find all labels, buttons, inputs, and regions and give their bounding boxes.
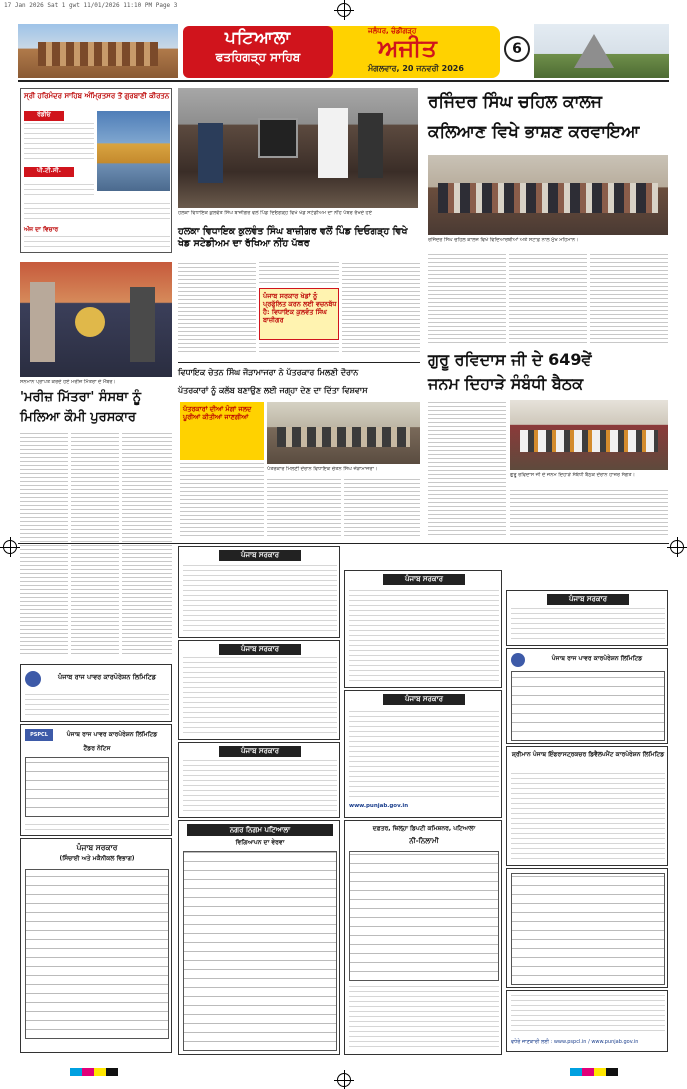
infra-ad-table (506, 868, 668, 988)
award-col-2 (71, 432, 119, 657)
pspcl-ad-3-title: ਪੰਜਾਬ ਰਾਜ ਪਾਵਰ ਕਾਰਪੋਰੇਸ਼ਨ ਲਿਮਿਟਿਡ (551, 655, 643, 662)
meeting-people (520, 430, 658, 452)
masthead-photo-left (18, 24, 178, 78)
stadium-foundation-photo (178, 88, 418, 208)
color-bar-black (606, 1068, 618, 1076)
govt-ad-5-text (349, 707, 499, 801)
college-group-photo (428, 155, 668, 235)
masthead-brand-panel (318, 26, 500, 78)
divider (18, 543, 669, 544)
ravidas-meeting-photo (510, 400, 668, 470)
registration-mark (3, 540, 17, 554)
award-photo (20, 262, 172, 377)
govt-ad-4-text (349, 587, 499, 685)
ravidas-col-1 (428, 400, 506, 538)
stadium-headline: ਹਲਕਾ ਵਿਧਾਇਕ ਕੁਲਵੰਤ ਸਿੰਘ ਬਾਜ਼ੀਗਰ ਵਲੋਂ ਪਿੰਡ ਦਿਓਗੜ੍ਹ ਵਿਖੇ ਖੇਡ ਸਟੇਡੀਅਮ ਦਾ ਰੱਖਿਆ ਨੀਂਹ ਪੱਥਰ (178, 226, 408, 249)
dc-ad-title: ਦਫ਼ਤਰ, ਜ਼ਿਲ੍ਹਾ ਡਿਪਟੀ ਕਮਿਸ਼ਨਰ, ਪਟਿਆਲਾ (372, 825, 476, 832)
person-figure (30, 282, 55, 362)
golden-temple-photo (97, 111, 170, 191)
radio-text (24, 123, 94, 163)
thought-label: ਅੱਜ ਦਾ ਵਿਚਾਰ (24, 226, 59, 233)
govt-ad-6-text (511, 607, 665, 643)
govt-ad-5 (344, 690, 502, 818)
color-bar-yellow (594, 1068, 606, 1076)
infra-table (511, 873, 665, 985)
masthead-city: ਪਟਿਆਲਾ (224, 28, 292, 48)
ravidas-col-2 (510, 488, 668, 538)
registration-mark (337, 3, 351, 17)
pspcl-logo-icon (511, 653, 525, 667)
govt-ad-1-title: ਪੰਜਾਬ ਸਰਕਾਰ (219, 550, 301, 561)
thought-text (24, 235, 170, 251)
pspcl-ad-3 (506, 648, 668, 744)
dc-ad-table (349, 851, 499, 981)
college-col-1 (428, 254, 506, 346)
color-bar-yellow (94, 1068, 106, 1076)
dc-ad-nilami: ਨੀ-ਨਿਲਾਮੀ (409, 837, 439, 845)
pspcl-ad-text (25, 691, 169, 719)
award-col-1 (20, 432, 68, 657)
govt-ad-6 (506, 590, 668, 646)
pspcl-ad-2-title: ਪੰਜਾਬ ਰਾਜ ਪਾਵਰ ਕਾਰਪੋਰੇਸ਼ਨ ਲਿਮਿਟਿਡ (66, 731, 158, 738)
stadium-col-2b (259, 342, 339, 355)
page-slug: 17 Jan 2026 Sat 1 gwt 11/01/2026 11:10 PM Page 3 (4, 2, 178, 9)
tender-footer (25, 820, 169, 834)
irrigation-ad-dept: (ਸਿੰਚਾਈ ਅਤੇ ਮਕੈਨੀਕਲ ਵਿਭਾਗ) (59, 855, 135, 862)
stadium-pullquote: ਪੰਜਾਬ ਸਰਕਾਰ ਖੇਡਾਂ ਨੂੰ ਪ੍ਰਫੁੱਲਿਤ ਕਰਨ ਲਈ ਵਚਨਬੱਧ ਹੈ: ਵਿਧਾਇਕ ਕੁਲਵੰਤ ਸਿੰਘ ਬਾਜ਼ੀਗਰ (259, 288, 339, 340)
group-people (438, 183, 658, 213)
registration-mark (337, 1073, 351, 1087)
press-people (277, 427, 410, 447)
govt-ad-6-title: ਪੰਜਾਬ ਸਰਕਾਰ (547, 594, 629, 605)
color-bar-cyan (70, 1068, 82, 1076)
award-headline-2: ਮਿਲਿਆ ਕੌਮੀ ਪੁਰਸਕਾਰ (20, 410, 136, 425)
dc-ad-text (349, 985, 499, 1051)
person-figure (318, 108, 348, 178)
college-caption: ਰਜਿੰਦਰ ਸਿੰਘ ਚਹਿਲ ਕਾਲਜ ਵਿਖੇ ਵਿਦਿਆਰਥੀਆਂ ਅਤੇ ਸਟਾਫ਼ ਨਾਲ ਮੁੱਖ ਮਹਿਮਾਨ। (428, 237, 579, 243)
stadium-photo-caption: ਹਲਕਾ ਵਿਧਾਇਕ ਕੁਲਵੰਤ ਸਿੰਘ ਬਾਜ਼ੀਗਰ ਵਲੋਂ ਪਿੰਡ ਦਿਓਗੜ੍ਹ ਵਿਖੇ ਖੇਡ ਸਟੇਡੀਅਮ ਦਾ ਨੀਂਹ ਪੱਥਰ ਰੱਖਦੇ ਹੋਏ (178, 210, 372, 216)
stadium-col-3 (342, 260, 420, 355)
infra-ad-title: ਸ਼੍ਰੀਮਾਨ ਪੰਜਾਬ ਇੰਫਰਾਸਟ੍ਰਕਚਰ ਡਿਵੈਲਪਮੈਂਟ ਕਾਰਪੋਰੇਸ਼ਨ ਲਿਮਿਟਿਡ (511, 751, 665, 758)
nagar-nigam-subtitle: ਵਿਗਿਆਪਨ ਦਾ ਵੇਰਵਾ (235, 839, 285, 846)
masthead (18, 22, 669, 82)
masthead-date: ਮੰਗਲਵਾਰ, 20 ਜਨਵਰੀ 2026 (368, 64, 464, 73)
masthead-edition: ਜਲੰਧਰ, ਚੰਡੀਗੜ੍ਹ (368, 27, 417, 35)
press-headline-1: ਵਿਧਾਇਕ ਚੇਤਨ ਸਿੰਘ ਜੌੜਾਮਾਜਰਾ ਨੇ ਪੱਤਰਕਾਰ ਮਿਲਣੀ ਦੌਰਾਨ (178, 368, 359, 377)
page-number: 6 (504, 36, 530, 62)
award-trophy (75, 307, 105, 337)
stadium-col-2a (259, 260, 339, 286)
govt-ad-3-text (183, 759, 337, 815)
radio-footnote (24, 201, 170, 223)
ravidas-headline-2: ਜਨਮ ਦਿਹਾੜੇ ਸੰਬੰਧੀ ਬੈਠਕ (428, 374, 584, 393)
ptc-tag: ਪੀ.ਟੀ.ਸੀ. (24, 167, 74, 177)
footer-ad-contact[interactable]: ਵਧੇਰੇ ਜਾਣਕਾਰੀ ਲਈ : www.pspcl.in / www.punjab.gov.in (511, 1039, 639, 1045)
govt-ad-5-url[interactable]: www.punjab.gov.in (349, 803, 409, 809)
registration-mark (670, 540, 684, 554)
person-figure (358, 113, 383, 178)
govt-ad-2 (178, 640, 340, 740)
govt-ad-3-title: ਪੰਜਾਬ ਸਰਕਾਰ (219, 746, 301, 757)
award-caption: ਸਨਮਾਨ ਪ੍ਰਾਪਤ ਕਰਦੇ ਹੋਏ ਮਰੀਜ਼ ਮਿੱਤਰਾ ਦੇ ਮੈਂਬਰ। (20, 379, 116, 385)
press-col-2 (267, 476, 341, 539)
govt-ad-5-title: ਪੰਜਾਬ ਸਰਕਾਰ (383, 694, 465, 705)
govt-ad-1-text (183, 563, 337, 635)
footer-ad-text (511, 995, 665, 1035)
award-headline-1: 'ਮਰੀਜ਼ ਮਿੱਤਰਾ' ਸੰਸਥਾ ਨੂੰ (20, 390, 142, 405)
ptc-text (24, 181, 94, 199)
stadium-col-1 (178, 260, 256, 355)
press-col-1 (180, 463, 264, 539)
color-bar-cyan (570, 1068, 582, 1076)
college-headline-2: ਕਲਿਆਣ ਵਿਖੇ ਭਾਸ਼ਣ ਕਰਵਾਇਆ (428, 122, 640, 142)
foundation-plaque (258, 118, 298, 158)
pspcl-ad-title: ਪੰਜਾਬ ਰਾਜ ਪਾਵਰ ਕਾਰਪੋਰੇਸ਼ਨ ਲਿਮਿਟਿਡ (58, 673, 156, 681)
ravidas-headline-1: ਗੁਰੂ ਰਵਿਦਾਸ ਜੀ ਦੇ 649ਵੇਂ (428, 350, 592, 369)
govt-ad-4 (344, 570, 502, 688)
college-col-2 (509, 254, 587, 346)
pspcl-ad-1 (20, 664, 172, 722)
tender-table (25, 757, 169, 817)
irrigation-ad-govt: ਪੰਜਾਬ ਸਰਕਾਰ (76, 843, 118, 852)
nagar-nigam-table (183, 851, 337, 1051)
masthead-photo-right (534, 24, 669, 78)
deputy-commissioner-ad (344, 820, 502, 1055)
govt-ad-2-text (183, 657, 337, 737)
pspcl-logo-icon (25, 671, 41, 687)
irrigation-ad (20, 838, 172, 1053)
press-headline-2: ਪੱਤਰਕਾਰਾਂ ਨੂੰ ਕਲੱਬ ਬਣਾਉਣ ਲਈ ਜਗ੍ਹਾ ਦੇਣ ਦਾ ਦਿੱਤਾ ਵਿਸ਼ਵਾਸ (178, 386, 368, 395)
pspcl-logo-badge: PSPCL (25, 729, 53, 741)
irrigation-table (25, 869, 169, 1039)
radio-box-headline: ਸ੍ਰੀ ਹਰਿਮੰਦਰ ਸਾਹਿਬ ਅੰਮ੍ਰਿਤਸਰ ਤੋਂ ਗੁਰਬਾਣੀ ਕੀਰਤਨ (24, 92, 170, 100)
divider (178, 362, 420, 363)
govt-ad-2-title: ਪੰਜਾਬ ਸਰਕਾਰ (219, 644, 301, 655)
govt-ad-3 (178, 742, 340, 818)
press-meet-photo (267, 402, 420, 464)
color-bar-magenta (582, 1068, 594, 1076)
radio-schedule-box (20, 88, 172, 253)
tender-notice-title: ਟੈਂਡਰ ਨੋਟਿਸ (83, 745, 111, 752)
color-bar-magenta (82, 1068, 94, 1076)
award-col-3 (122, 432, 172, 657)
person-figure (198, 123, 223, 183)
person-figure (130, 287, 155, 362)
masthead-brand: ਅਜੀਤ (378, 34, 437, 62)
color-bar-black (106, 1068, 118, 1076)
ravidas-caption: ਗੁਰੂ ਰਵਿਦਾਸ ਜੀ ਦੇ ਜਨਮ ਦਿਹਾੜੇ ਸੰਬੰਧੀ ਬੈਠਕ ਦੌਰਾਨ ਹਾਜ਼ਰ ਸੰਗਤ। (510, 472, 635, 478)
college-headline-1: ਰਜਿੰਦਰ ਸਿੰਘ ਚਹਿਲ ਕਾਲਜ (428, 92, 603, 112)
radio-tag: ਰੇਡੀਓ (24, 111, 64, 121)
masthead-city-sub: ਫਤਹਿਗੜ੍ਹ ਸਾਹਿਬ (215, 50, 301, 64)
nagar-nigam-ad (178, 820, 340, 1055)
nagar-nigam-title: ਨਗਰ ਨਿਗਮ ਪਟਿਆਲਾ (187, 824, 333, 836)
govt-ad-4-title: ਪੰਜਾਬ ਸਰਕਾਰ (383, 574, 465, 585)
pspcl-ad-2 (20, 724, 172, 836)
infra-ad-text (511, 773, 665, 863)
press-caption: ਪੱਤਰਕਾਰ ਮਿਲਣੀ ਦੌਰਾਨ ਵਿਧਾਇਕ ਚੇਤਨ ਸਿੰਘ ਜੌੜਾਮਾਜਰਾ। (267, 466, 378, 472)
college-col-3 (590, 254, 668, 346)
press-sidebar: ਪੱਤਰਕਾਰਾਂ ਦੀਆਂ ਮੰਗਾਂ ਜਲਦ ਪੂਰੀਆਂ ਕੀਤੀਆਂ ਜਾਣਗੀਆਂ (180, 402, 264, 460)
infra-ad (506, 746, 668, 866)
pspcl-ad-3-table (511, 671, 665, 741)
footer-ad (506, 990, 668, 1052)
masthead-city-panel (183, 26, 333, 78)
govt-ad-1 (178, 546, 340, 638)
press-col-3 (344, 476, 420, 539)
